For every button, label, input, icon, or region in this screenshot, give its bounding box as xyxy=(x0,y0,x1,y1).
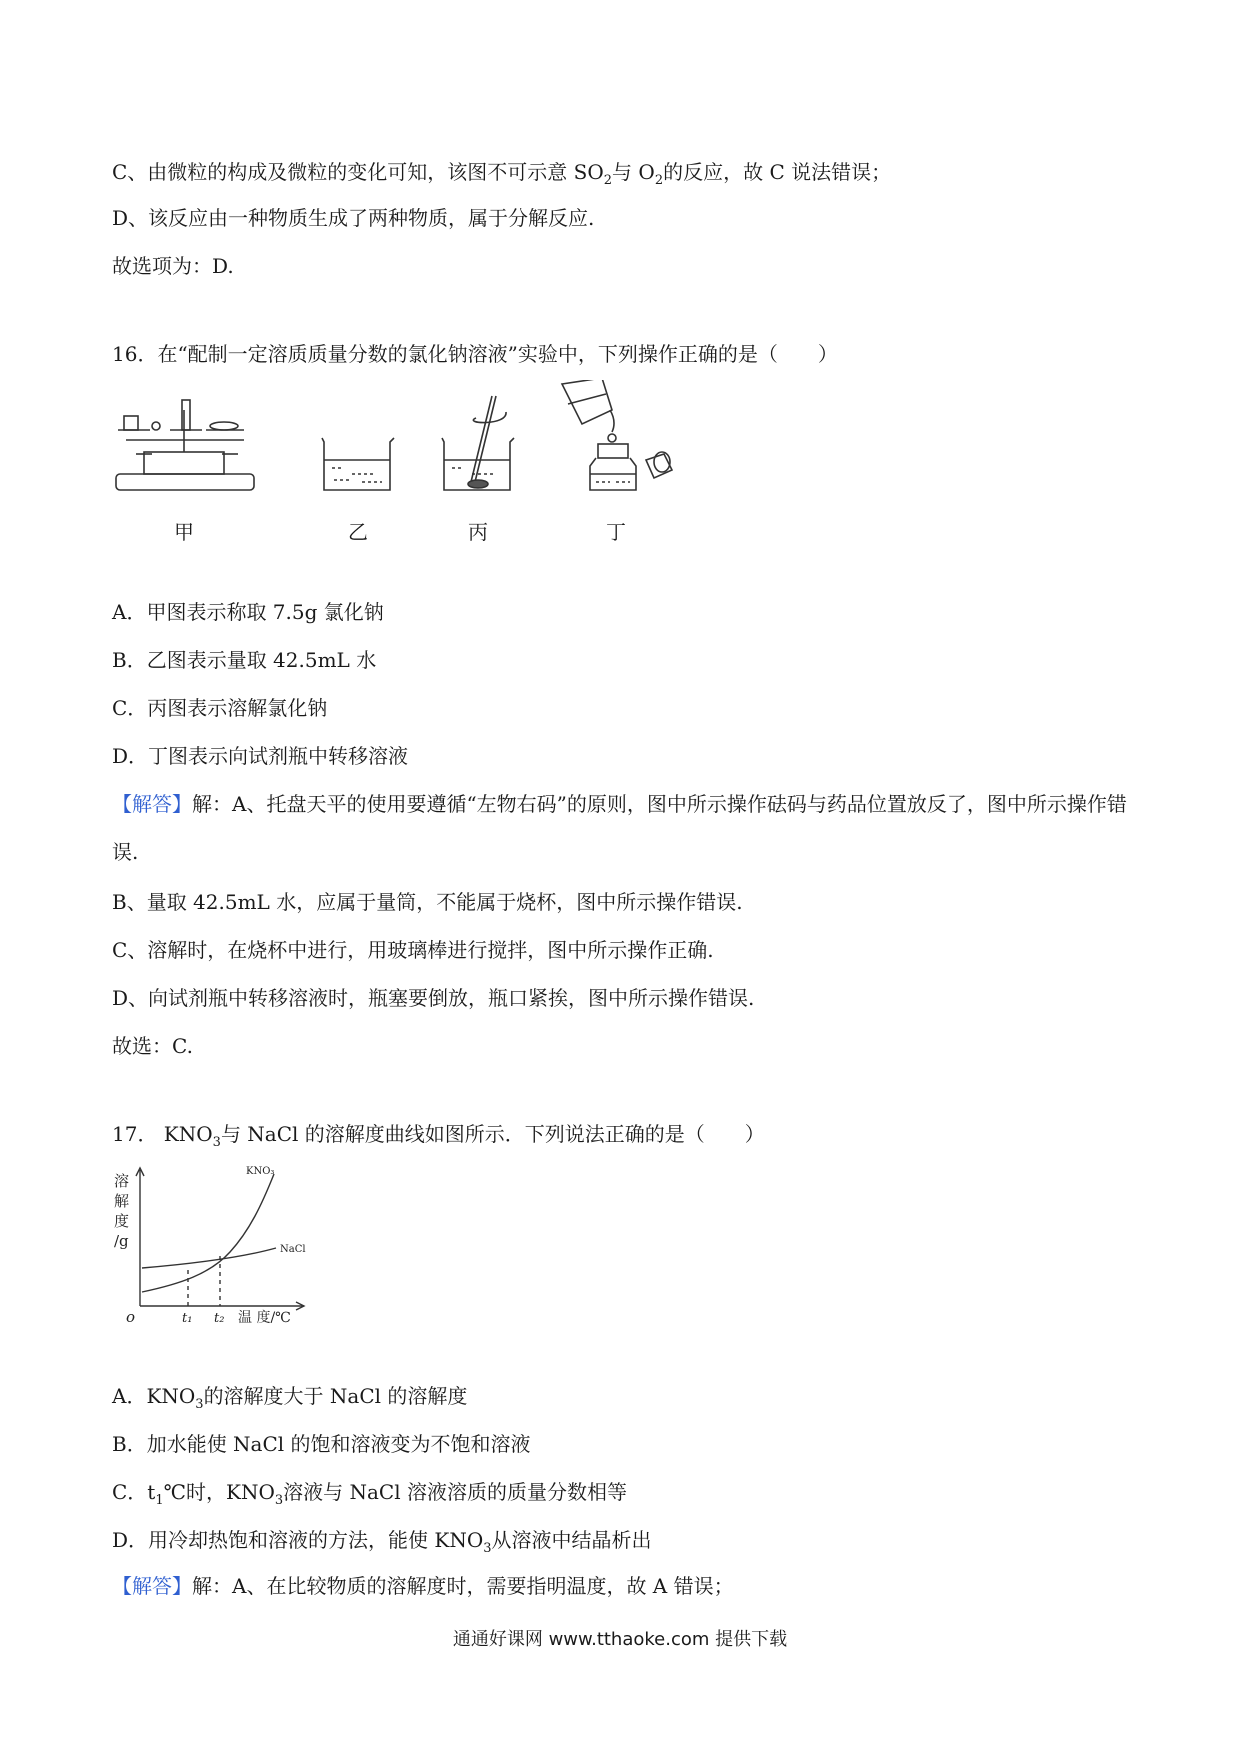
q16-option-a: A．甲图表示称取 7.5g 氯化钠 xyxy=(112,600,384,624)
beaker-icon xyxy=(322,438,394,490)
q17-stem: 17． $KNO_3$与 NaCl 的溶解度曲线如图所示．下列说法正确的是（ ） xyxy=(112,1122,765,1150)
y-label-3: 度 xyxy=(114,1212,130,1230)
q17-option-d: D．用冷却热饱和溶液的方法，能使 $KNO_3$从溶液中结晶析出 xyxy=(112,1528,652,1556)
pouring-bottle-icon xyxy=(562,380,672,490)
q16-answer-b: B、量取 42.5mL 水，应属于量筒，不能属于烧杯，图中所示操作错误. xyxy=(112,890,743,914)
q17-option-b: B．加水能使 NaCl 的饱和溶液变为不饱和溶液 xyxy=(112,1432,531,1456)
origin-label: o xyxy=(126,1308,136,1324)
q16-option-c: C．丙图表示溶解氯化钠 xyxy=(112,696,328,720)
q16-answer-a: 【解答】解：A、托盘天平的使用要遵循“左物右码”的原则，图中所示操作砝码与药品位置放反了，图中所示操作错误. xyxy=(112,792,1127,864)
y-label-4: /g xyxy=(114,1232,129,1250)
answer-tag: 【解答】 xyxy=(112,1574,192,1598)
figure-label-bing: 丙 xyxy=(468,520,488,544)
y-label-2: 解 xyxy=(114,1192,130,1210)
figure-label-yi: 乙 xyxy=(348,520,368,544)
q16-answer-d: D、向试剂瓶中转移溶液时，瓶塞要倒放，瓶口紧挨，图中所示操作错误. xyxy=(112,986,755,1010)
q17-answer-a: 【解答】解：A、在比较物质的溶解度时，需要指明温度，故 A 错误； xyxy=(112,1574,734,1598)
x-axis-label: 温 度/℃ xyxy=(238,1310,291,1324)
q16-apparatus-illustration xyxy=(112,380,752,570)
q17-option-a: A．$KNO_3$的溶解度大于 NaCl 的溶解度 xyxy=(112,1384,468,1412)
t1-label: t₁ xyxy=(182,1311,193,1324)
y-label-1: 溶 xyxy=(114,1172,130,1190)
nacl-curve xyxy=(142,1248,276,1268)
solubility-curve-svg xyxy=(110,1164,310,1324)
kno3-label: KNO₃ xyxy=(246,1166,275,1177)
q16-option-b: B．乙图表示量取 42.5mL 水 xyxy=(112,648,377,672)
q16-figure xyxy=(112,380,752,570)
answer-tag: 【解答】 xyxy=(112,792,192,816)
prev-answer-choice: 故选项为：D. xyxy=(112,254,234,278)
beaker-stirring-icon xyxy=(442,396,514,490)
q16-stem: 16．在“配制一定溶质质量分数的氯化钠溶液”实验中，下列操作正确的是（ ） xyxy=(112,342,838,366)
t2-label: t₂ xyxy=(214,1311,225,1324)
figure-label-jia: 甲 xyxy=(174,520,194,544)
footer-source: 通通好课网 www.tthaoke.com 提供下载 xyxy=(452,1629,788,1650)
figure-label-ding: 丁 xyxy=(606,520,626,544)
balance-icon xyxy=(116,400,254,490)
nacl-label: NaCl xyxy=(280,1244,306,1255)
prev-answer-d: D、该反应由一种物质生成了两种物质，属于分解反应. xyxy=(112,206,595,230)
q16-choice: 故选：C. xyxy=(112,1034,193,1058)
kno3-curve xyxy=(142,1174,274,1292)
q17-solubility-graph xyxy=(110,1164,310,1324)
q16-answer-c: C、溶解时，在烧杯中进行，用玻璃棒进行搅拌，图中所示操作正确. xyxy=(112,938,714,962)
prev-answer-c: C、由微粒的构成及微粒的变化可知，该图不可示意 $SO_2$与 $O_2$的反应，故 C 说法错误； xyxy=(112,160,892,188)
q16-option-d: D．丁图表示向试剂瓶中转移溶液 xyxy=(112,744,409,768)
q17-option-c: C．$t_1℃$时，$KNO_3$溶液与 NaCl 溶液溶质的质量分数相等 xyxy=(112,1480,627,1508)
